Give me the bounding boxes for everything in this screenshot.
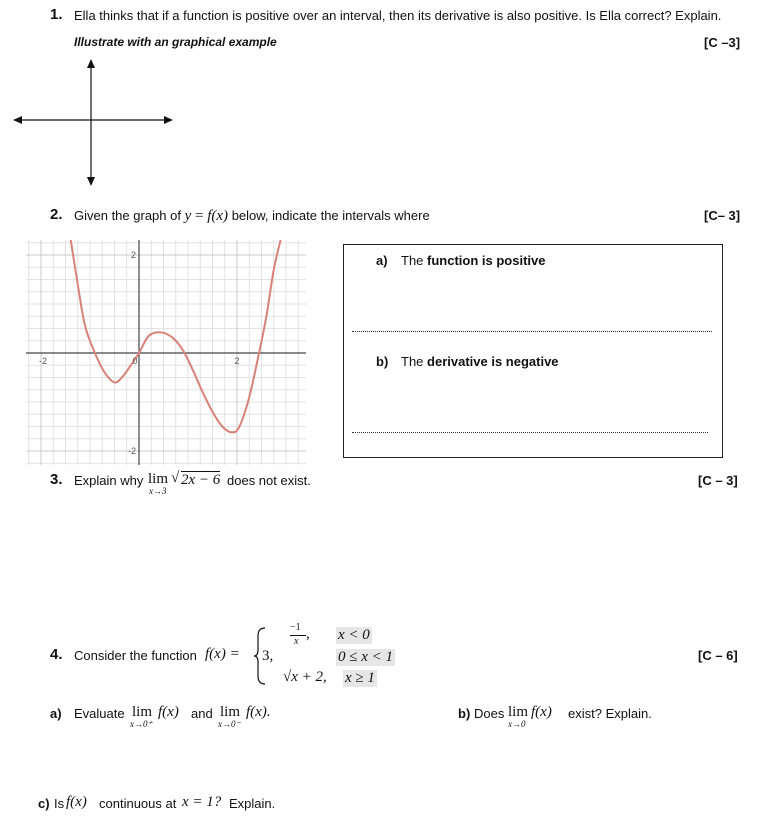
q2b-prefix: The: [401, 354, 424, 369]
q4-case1-num: −1: [290, 622, 301, 633]
q4-case2-cond: 0 ≤ x < 1: [338, 649, 394, 665]
function-graph: [26, 240, 306, 465]
tick-label-x-2: 2: [234, 356, 240, 366]
tick-label-y-neg2: -2: [127, 446, 136, 456]
q4c-label: c): [38, 796, 50, 811]
q4c-text-after: Explain.: [229, 796, 276, 811]
blank-axes: [10, 56, 180, 190]
q3-radical-icon: √: [171, 470, 180, 486]
q4a-and: and: [191, 706, 213, 721]
q4a-text: Evaluate: [74, 706, 125, 721]
q4a-lim1: lim: [132, 704, 153, 720]
q4a-lim2: lim: [220, 704, 241, 720]
q4c-cond: x = 1?: [182, 794, 222, 810]
q4b-f: f(x): [531, 704, 552, 720]
q2a-prefix: The: [401, 253, 424, 268]
q2b-label: b): [376, 354, 389, 369]
x-arrow-right-icon: [164, 116, 173, 124]
q2-number: 2.: [50, 206, 63, 223]
tick-label-y-2: 2: [130, 250, 136, 260]
q2a-bold: function is positive: [427, 253, 546, 268]
q4b-text-after: exist? Explain.: [568, 706, 652, 721]
tick-label-x-neg2: -2: [38, 356, 48, 366]
q4b-sub: x→0: [508, 719, 526, 729]
q2-text-after: below, indicate the intervals where: [231, 208, 430, 223]
q4-case2-val: 3,: [262, 648, 274, 664]
q2a-text: [401, 253, 546, 268]
q3-number: 3.: [50, 471, 63, 488]
y-arrow-up-icon: [87, 59, 95, 68]
q3-text-after: does not exist.: [227, 473, 311, 488]
q4c-text-before: Is: [54, 796, 65, 811]
q2a-label: a): [376, 253, 388, 268]
q4c-f: f(x): [66, 794, 87, 810]
q1-instruction: Illustrate with an graphical example: [74, 35, 277, 49]
q4-case1-comma: ,: [306, 626, 310, 642]
q4-case1-cond: x < 0: [338, 627, 370, 643]
q2b-bold: derivative is negative: [427, 354, 559, 369]
tick-label-x-0: 0: [132, 356, 138, 366]
q2a-answer-line[interactable]: [352, 331, 712, 332]
q4c-text-mid: continuous at: [99, 796, 177, 811]
q1-number: 1.: [50, 6, 63, 23]
q3-code: [C – 3]: [698, 473, 738, 488]
q1-text: Ella thinks that if a function is positive over an interval, then its derivative is also positive. Is Ella correct? Explain.: [74, 8, 722, 23]
q2b-answer-line[interactable]: [352, 432, 708, 433]
q4a-sub1: x→0⁺: [130, 719, 153, 729]
q4-text: Consider the function: [74, 648, 197, 663]
q4b-lim: lim: [508, 704, 529, 720]
q3-radicand: 2x − 6: [181, 472, 221, 488]
q4-case1-den: x: [294, 636, 299, 647]
q2-prompt: [74, 208, 430, 225]
q4a-f1: f(x): [158, 704, 179, 720]
q3-lim-sub: x→3: [149, 486, 167, 496]
q3-lim: lim: [148, 471, 169, 487]
q3-text-before: Explain why: [74, 473, 144, 488]
q4-number: 4.: [50, 646, 63, 663]
x-arrow-left-icon: [13, 116, 22, 124]
q4-code: [C – 6]: [698, 648, 738, 663]
q2-code: [C– 3]: [704, 208, 741, 223]
y-arrow-down-icon: [87, 177, 95, 186]
q2-math-y: y: [184, 208, 192, 224]
q4b-label: b): [458, 706, 471, 721]
q2-math-eq: =: [191, 208, 208, 224]
q2-math-fx: f(x): [207, 208, 229, 224]
q4-case3-val: √x + 2,: [283, 669, 327, 685]
q4-case3-cond: x ≥ 1: [345, 670, 375, 686]
q1-code: [C –3]: [704, 35, 741, 50]
q2b-text: [401, 354, 559, 369]
answer-box: [343, 244, 723, 458]
q4a-label: a): [50, 706, 62, 721]
q4-fx-eq: f(x) =: [205, 646, 240, 662]
q4b-text-before: Does: [474, 706, 505, 721]
q4a-sub2: x→0⁻: [218, 719, 241, 729]
q4a-f2: f(x).: [246, 704, 271, 720]
q2-text-before: Given the graph of: [74, 208, 181, 223]
